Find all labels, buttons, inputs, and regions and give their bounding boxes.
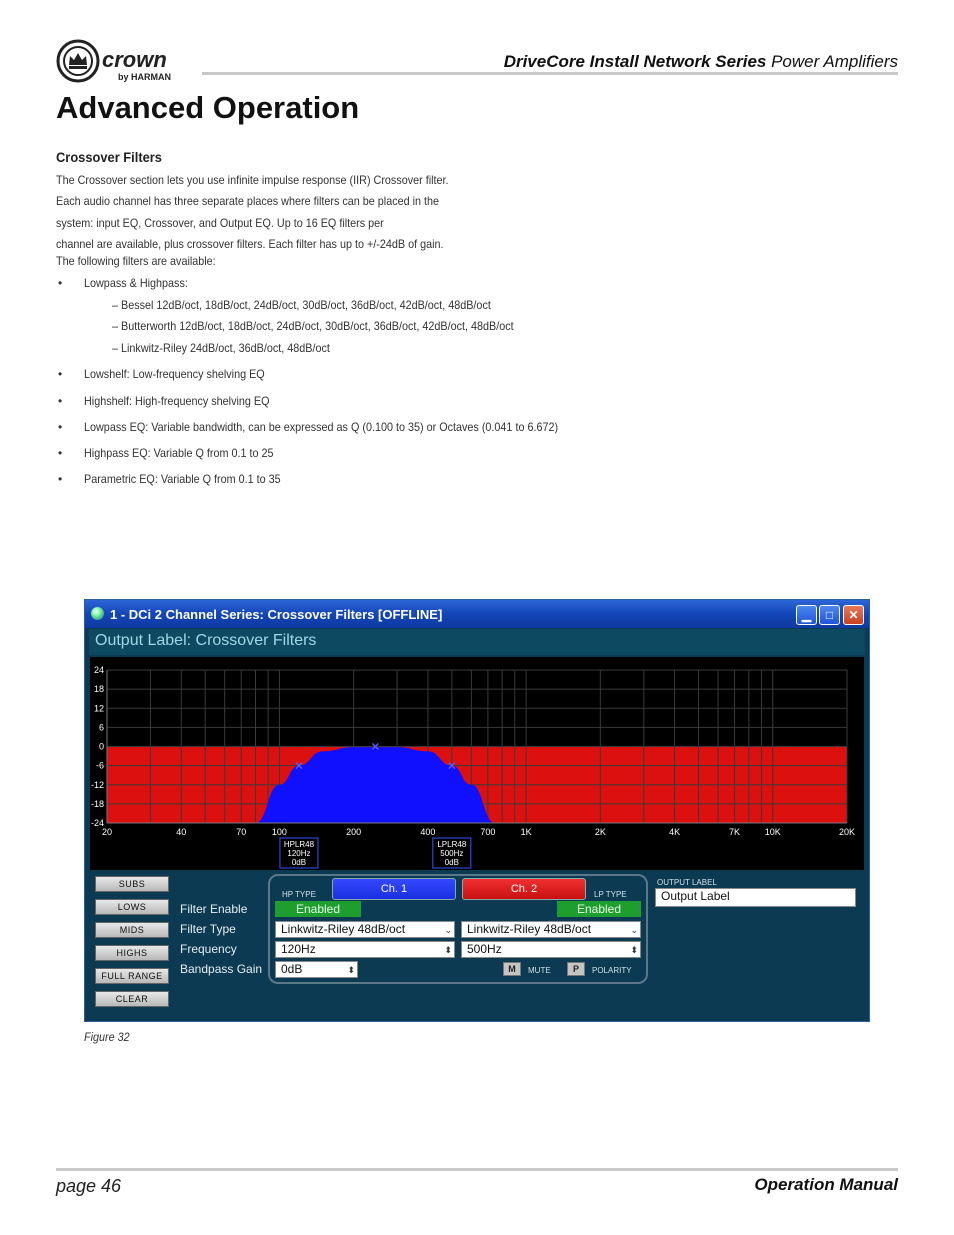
highs-button[interactable]: HIGHS	[95, 945, 169, 961]
y-tick-label: 24	[93, 665, 104, 675]
x-tick-label: 7K	[729, 827, 741, 837]
crossover-filters-window	[84, 599, 870, 1022]
maximize-button[interactable]	[819, 605, 840, 625]
spinner-icon[interactable]: ⬍	[347, 965, 355, 975]
header-rule	[202, 72, 898, 75]
channel-1-button[interactable]: Ch. 1	[332, 878, 456, 900]
maximize-icon: □	[825, 608, 834, 622]
header-series-title	[440, 52, 898, 72]
bullet-item: Lowpass & Highpass:	[84, 276, 188, 290]
bullet-dot: •	[58, 472, 63, 486]
filter-enable-label: Filter Enable	[180, 902, 248, 916]
footer-rule	[56, 1168, 898, 1171]
full-range-button[interactable]: FULL RANGE	[95, 968, 169, 984]
x-tick-label: 700	[480, 827, 496, 837]
y-tick-label: -24	[90, 818, 104, 828]
bullet-item: Highshelf: High-frequency shelving EQ	[84, 394, 270, 408]
x-tick-label: 4K	[669, 827, 681, 837]
bullet-dot: •	[58, 276, 63, 290]
paragraph-line: Each audio channel has three separate places where filters can be placed in the	[56, 194, 440, 208]
bullet-item: Highpass EQ: Variable Q from 0.1 to 25	[84, 446, 274, 460]
brand-name: crown	[102, 47, 167, 72]
x-tick-label: 40	[176, 827, 187, 837]
spinner-icon[interactable]: ⬍	[630, 945, 638, 955]
filter-annotation-text: HPLR48	[283, 840, 315, 849]
filter-annotation-text: 0dB	[444, 858, 459, 867]
app-icon	[91, 607, 104, 620]
x-tick-label: 1K	[520, 827, 532, 837]
polarity-label: POLARITY	[592, 966, 632, 975]
bullet-dot: •	[58, 420, 63, 434]
series-bold: DriveCore Install Network Series	[503, 52, 767, 71]
hp-frequency-input[interactable]	[275, 941, 455, 958]
bullet-dot: •	[58, 367, 63, 381]
bullet-subitem: – Butterworth 12dB/oct, 18dB/oct, 24dB/oct, 30dB/oct, 36dB/oct, 42dB/oct, 48dB/oct	[112, 319, 514, 333]
hp-enable-toggle[interactable]: Enabled	[275, 901, 361, 917]
y-tick-label: 0	[98, 741, 104, 752]
chevron-down-icon: ⌄	[630, 925, 638, 935]
output-label-input[interactable]: Output Label	[655, 888, 856, 907]
frequency-response-chart[interactable]	[90, 657, 864, 870]
hp-filter-type-select[interactable]	[275, 921, 455, 938]
x-tick-label: 20	[101, 827, 113, 837]
spinner-icon[interactable]: ⬍	[444, 945, 452, 955]
x-tick-label: 2K	[594, 827, 606, 837]
paragraph-line: channel are available, plus crossover filters. Each filter has up to +/-24dB of gain.	[56, 237, 444, 251]
hp-type-label: HP TYPE	[282, 890, 316, 899]
output-label-bar	[89, 629, 865, 655]
footer-page-number: page 46	[56, 1176, 122, 1196]
paragraph-line: The following filters are available:	[56, 254, 216, 268]
lp-filter-type-value: Linkwitz-Riley 48dB/oct	[467, 922, 592, 936]
series-rest: Power Amplifiers	[766, 52, 898, 71]
paragraph-line: The Crossover section lets you use infinite impulse response (IIR) Crossover filter.	[56, 173, 449, 187]
chevron-down-icon: ⌄	[444, 925, 452, 935]
subs-button[interactable]: SUBS	[95, 876, 169, 892]
lows-button[interactable]: LOWS	[95, 899, 169, 915]
y-tick-label: -12	[90, 779, 104, 790]
lp-enable-toggle[interactable]: Enabled	[557, 901, 641, 917]
bandpass-gain-value: 0dB	[281, 962, 303, 976]
bandpass-gain-input[interactable]	[275, 961, 358, 978]
output-label-title: OUTPUT LABEL	[657, 878, 717, 887]
x-tick-label: 200	[346, 827, 362, 837]
filter-annotation-text: 500Hz	[440, 849, 464, 858]
bullet-dot: •	[58, 394, 63, 408]
x-tick-label: 400	[420, 827, 436, 837]
lp-frequency-input[interactable]	[461, 941, 641, 958]
page-title: Advanced Operation	[56, 90, 360, 125]
lp-type-label: LP TYPE	[594, 890, 627, 899]
bullet-subitem: – Bessel 12dB/oct, 18dB/oct, 24dB/oct, 30dB/oct, 36dB/oct, 42dB/oct, 48dB/oct	[112, 298, 491, 312]
frequency-label: Frequency	[180, 942, 237, 956]
brand-sub: by HARMAN	[118, 72, 171, 82]
bullet-item: Parametric EQ: Variable Q from 0.1 to 35	[84, 472, 281, 486]
polarity-icon[interactable]: P	[567, 962, 585, 976]
minimize-button[interactable]	[796, 605, 817, 625]
channel-2-button[interactable]: Ch. 2	[462, 878, 586, 900]
filter-annotation-text: 0dB	[291, 858, 307, 867]
bullet-dot: •	[58, 446, 63, 460]
filter-annotation-text: LPLR48	[437, 840, 467, 849]
hp-frequency-value: 120Hz	[281, 942, 316, 956]
bullet-item: Lowpass EQ: Variable bandwidth, can be expressed as Q (0.100 to 35) or Octaves (0.041 to 6.672)	[84, 420, 559, 434]
window-title: 1 - DCi 2 Channel Series: Crossover Filters [OFFLINE]	[110, 607, 443, 622]
y-tick-label: -18	[90, 798, 104, 809]
x-tick-label: 100	[271, 827, 287, 837]
filter-type-label: Filter Type	[180, 922, 236, 936]
clear-button[interactable]: CLEAR	[95, 991, 169, 1007]
y-tick-label: 18	[93, 684, 104, 695]
section-title: Crossover Filters	[56, 149, 162, 165]
paragraph-line: system: input EQ, Crossover, and Output EQ. Up to 16 EQ filters per	[56, 216, 384, 230]
x-tick-label: 70	[236, 827, 247, 837]
minimize-icon: ▁	[801, 608, 812, 622]
filter-annotation-text: 120Hz	[287, 849, 311, 858]
footer-manual-title: Operation Manual	[754, 1175, 898, 1194]
hp-filter-type-value: Linkwitz-Riley 48dB/oct	[281, 922, 406, 936]
bandpass-gain-label: Bandpass Gain	[180, 962, 263, 976]
mute-label: MUTE	[528, 966, 551, 975]
output-label-bar-text: Output Label: Crossover Filters	[95, 632, 317, 649]
crown-harman-logo	[56, 38, 206, 84]
bullet-item: Lowshelf: Low-frequency shelving EQ	[84, 367, 265, 381]
mute-icon[interactable]: M	[503, 962, 521, 976]
lp-frequency-value: 500Hz	[467, 942, 502, 956]
y-tick-label: 12	[93, 703, 104, 714]
y-tick-label: -6	[95, 760, 104, 771]
lp-filter-type-select[interactable]	[461, 921, 641, 938]
close-icon: ✕	[848, 608, 859, 622]
x-tick-label: 20K	[838, 827, 856, 837]
y-tick-label: 6	[98, 722, 104, 733]
window-titlebar[interactable]	[85, 600, 869, 628]
figure-caption: Figure 32	[84, 1030, 130, 1044]
bullet-subitem: – Linkwitz-Riley 24dB/oct, 36dB/oct, 48dB/oct	[112, 341, 330, 355]
close-button[interactable]	[843, 605, 864, 625]
mids-button[interactable]: MIDS	[95, 922, 169, 938]
x-tick-label: 10K	[764, 827, 781, 837]
